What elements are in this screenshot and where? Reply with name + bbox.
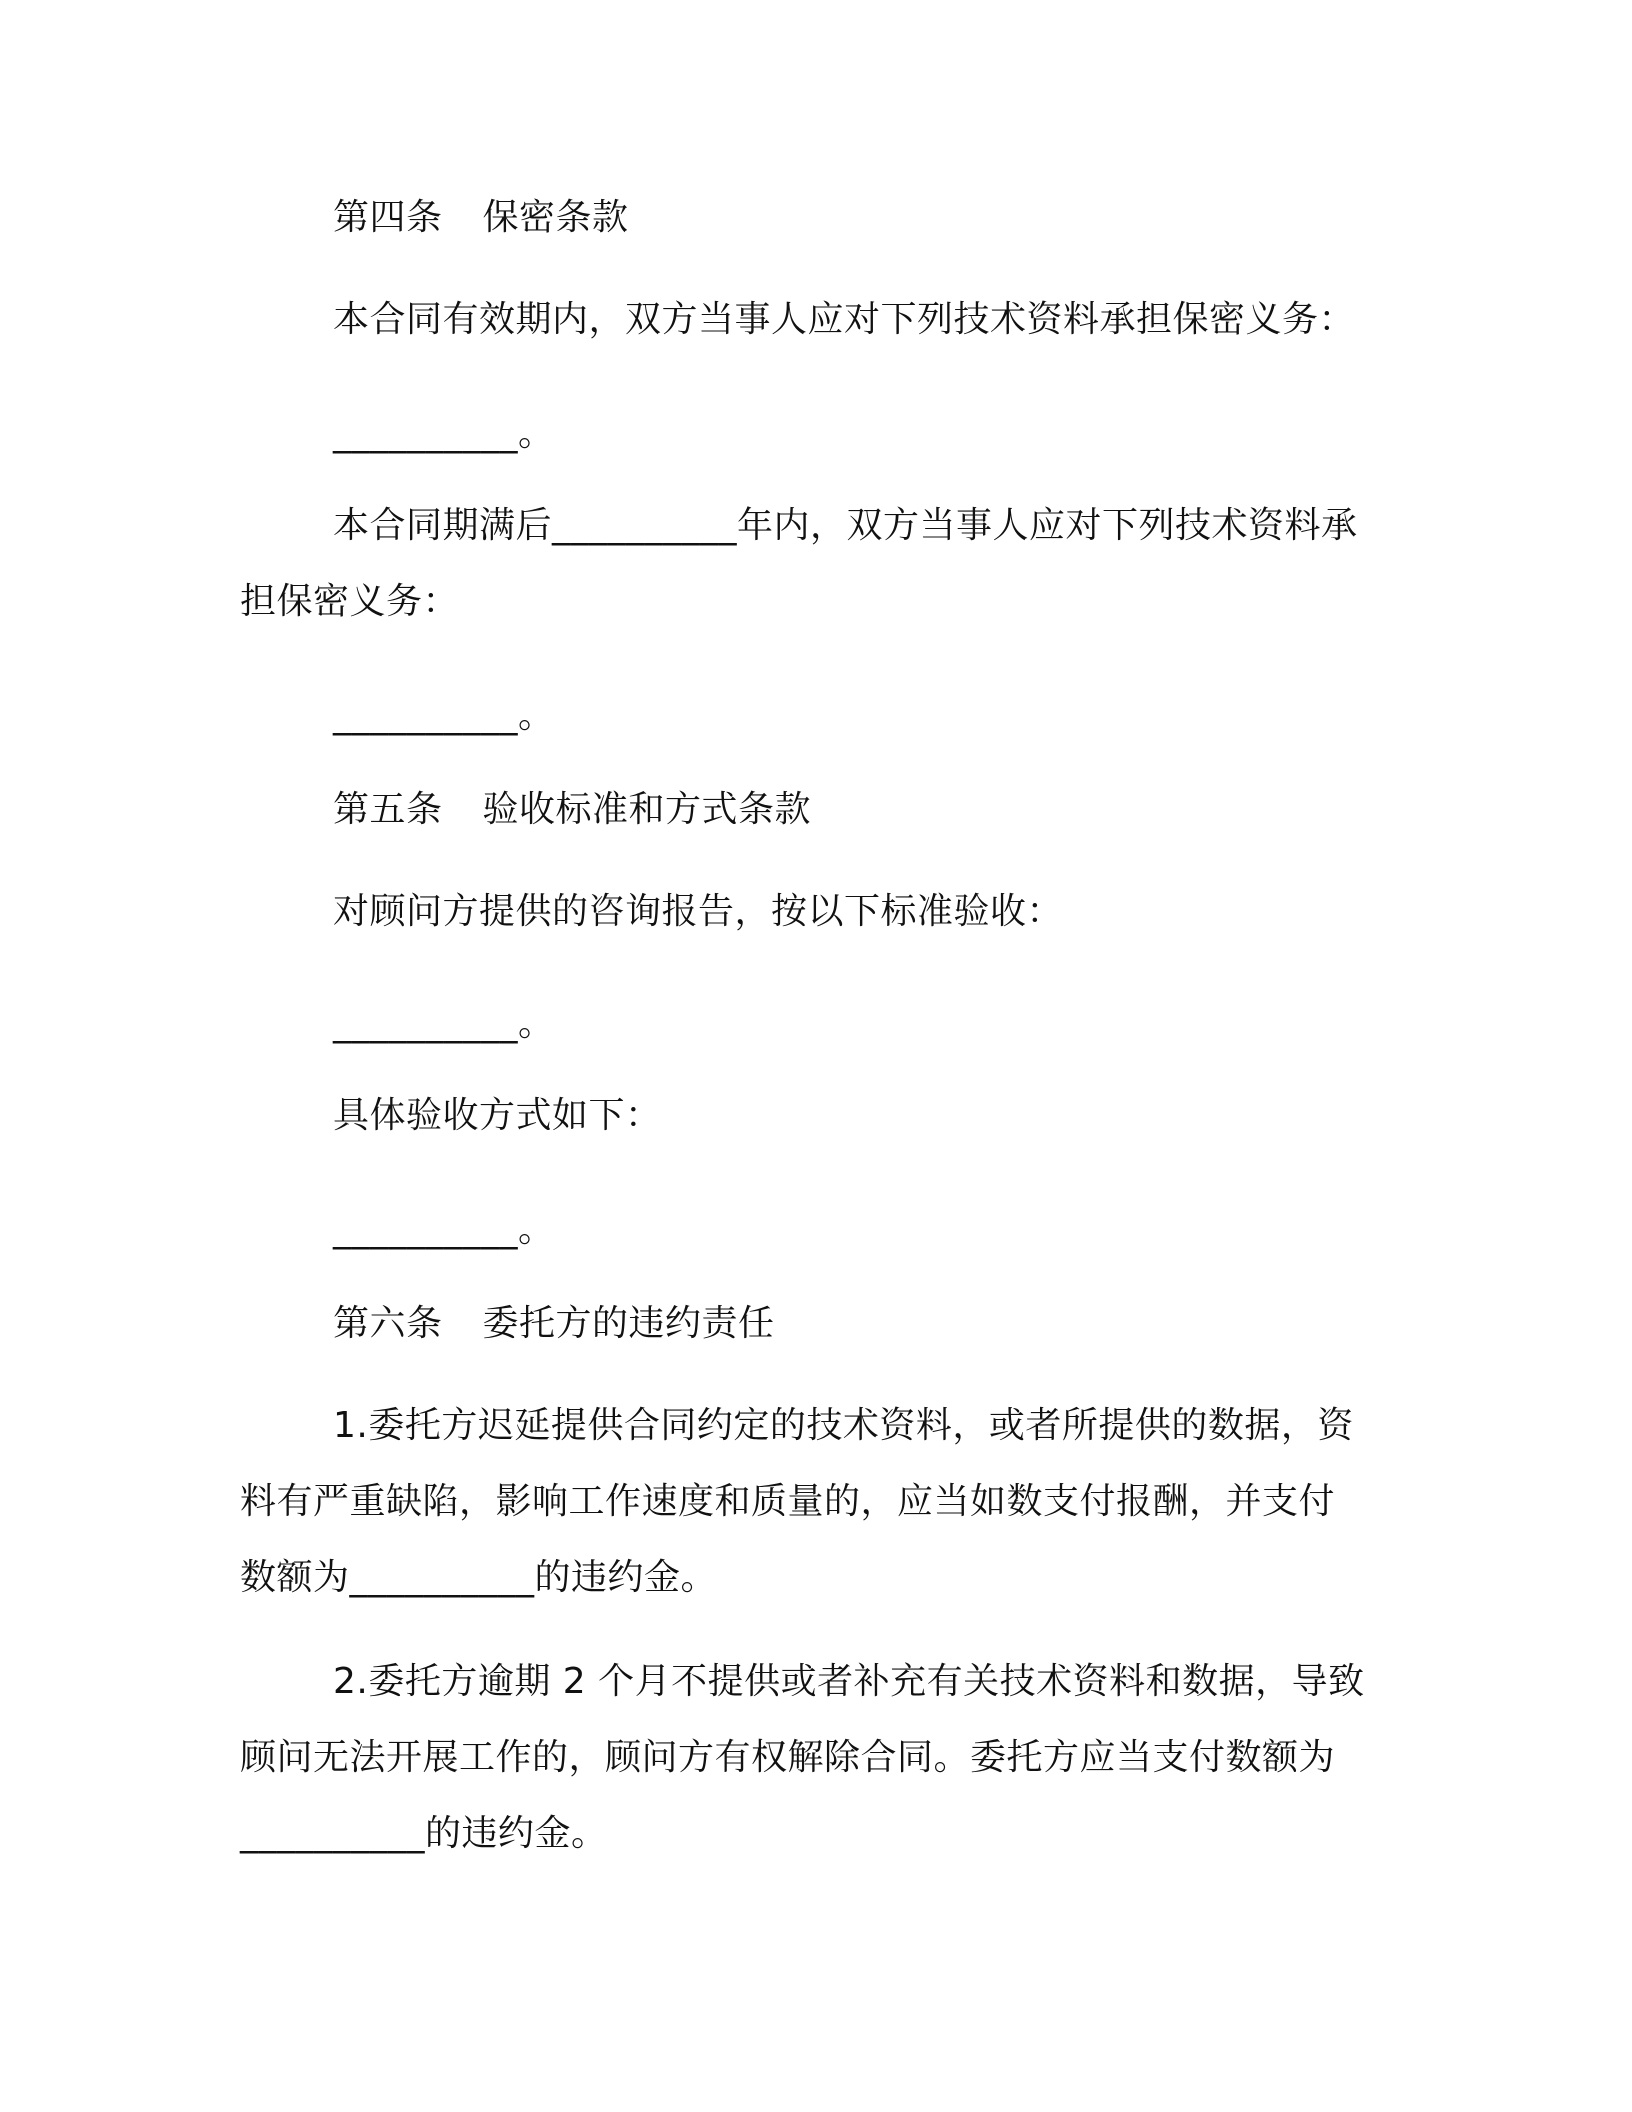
article-5-paragraph-1: 对顾问方提供的咨询报告，按以下标准验收： — [333, 891, 1064, 932]
article-5-blank-2: __________。 — [333, 1209, 555, 1250]
article-6-item-2-line-1: 2.委托方逾期 2 个月不提供或者补充有关技术资料和数据，导致 — [333, 1661, 1365, 1702]
article-4-paragraph-2-line-2: 担保密义务： — [240, 581, 460, 622]
article-6-item-2-line-3: __________的违约金。 — [240, 1813, 608, 1854]
article-4-heading — [333, 194, 629, 242]
article-5-blank-1: __________。 — [333, 1003, 555, 1044]
article-5-title: 验收标准和方式条款 — [482, 789, 812, 830]
article-4-number: 第四条 — [333, 197, 443, 238]
article-5-paragraph-2: 具体验收方式如下： — [333, 1095, 662, 1136]
article-4-paragraph-2-line-1: 本合同期满后__________年内，双方当事人应对下列技术资料承 — [333, 505, 1358, 546]
article-4-blank-1: __________。 — [333, 413, 555, 454]
article-6-item-1-line-3: 数额为__________的违约金。 — [240, 1557, 718, 1598]
article-6-item-1-line-2: 料有严重缺陷，影响工作速度和质量的，应当如数支付报酬，并支付 — [240, 1481, 1336, 1522]
article-6-heading — [333, 1300, 775, 1348]
article-6-item-2-line-2: 顾问无法开展工作的，顾问方有权解除合同。委托方应当支付数额为 — [240, 1737, 1336, 1778]
article-5-number: 第五条 — [333, 789, 443, 830]
article-6-item-1-line-1: 1.委托方迟延提供合同约定的技术资料，或者所提供的数据，资 — [333, 1405, 1354, 1446]
article-5-heading — [333, 786, 811, 834]
article-6-number: 第六条 — [333, 1303, 443, 1344]
article-4-title: 保密条款 — [482, 197, 629, 238]
article-6-title: 委托方的违约责任 — [482, 1303, 775, 1344]
article-4-blank-2: __________。 — [333, 695, 555, 736]
article-4-paragraph-1: 本合同有效期内，双方当事人应对下列技术资料承担保密义务： — [333, 299, 1356, 340]
